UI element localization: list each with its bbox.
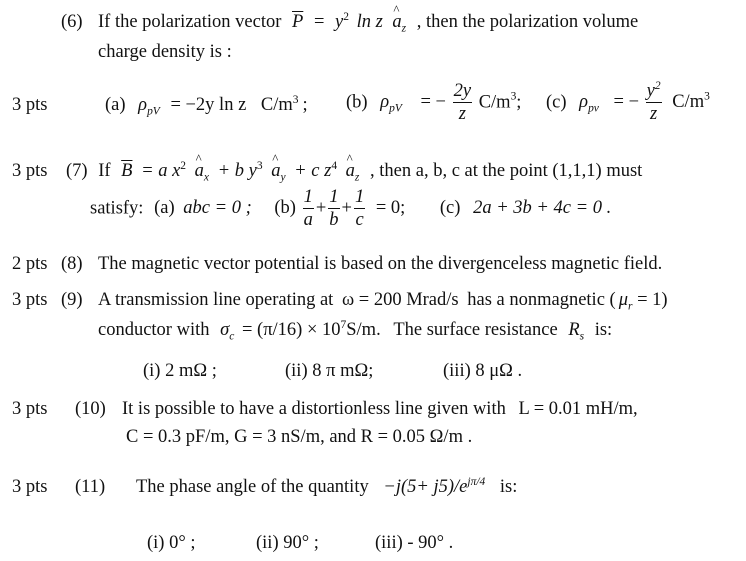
q8-points: 2 pts	[12, 254, 48, 274]
q10-line1-text: It is possible to have a distortionless line given with	[122, 399, 506, 419]
q7-c-value: 2a + 3b + 4c = 0 .	[473, 198, 612, 219]
q7-term-a-exp: 2	[180, 159, 187, 172]
q6-stem	[98, 10, 639, 35]
q6-vector-p: $\overline{P}$	[292, 12, 304, 32]
q11-stem	[136, 475, 518, 497]
q6-option-a	[105, 93, 308, 118]
q7-plus-2: +	[341, 198, 352, 219]
q9-sigma-unit: S/m.	[346, 320, 381, 340]
q7-vector-b: $\overline{B}$	[121, 161, 133, 181]
q10-line2: C = 0.3 pF/m, G = 3 nS/m, and R = 0.05 Ω/m .	[126, 427, 473, 447]
q7-options	[90, 188, 611, 229]
q6-c-unit-exp: 3	[704, 90, 710, 103]
q6-expr-rest: ln z	[356, 12, 383, 32]
q7-fraction-a: $\frac{1}{a}$	[303, 187, 313, 230]
q6-c-denominator: z	[650, 103, 658, 124]
q8-number: (8)	[61, 254, 83, 274]
q10-points: 3 pts	[12, 399, 48, 419]
q9-mu: μ	[618, 290, 628, 310]
q6-b-label: (b)	[346, 92, 368, 113]
q6-expr-exp: 2	[343, 10, 349, 23]
q6-c-unit: C/m	[672, 92, 705, 113]
q6-expr-y: y	[335, 12, 344, 32]
q9-sigma: σ	[220, 320, 230, 340]
q11-option-2: (ii) 90° ;	[256, 533, 319, 553]
q11-number: (11)	[75, 477, 106, 497]
q6-option-b	[346, 82, 521, 123]
q6-b-semicolon: ;	[516, 92, 522, 113]
q7-unit-x: ^ a	[195, 162, 204, 181]
q9-points: 3 pts	[12, 290, 48, 310]
q6-stem-text: If the polarization vector	[98, 12, 282, 32]
q7-unit-z: ^ a	[346, 162, 355, 181]
q6-a-label: (a)	[105, 95, 126, 115]
q7-number: (7)	[66, 161, 88, 181]
q7-term-b: + b y	[217, 161, 257, 181]
q6-b-fraction	[453, 82, 472, 123]
q9-mu-value: = 1)	[637, 290, 668, 310]
q6-b-rho-sub: pV	[389, 102, 402, 115]
q6-points: 3 pts	[12, 95, 48, 115]
q6-number: (6)	[61, 12, 83, 32]
q6-a-rho: ρ	[138, 95, 148, 115]
q9-line1	[98, 290, 668, 313]
q6-c-label: (c)	[546, 92, 567, 113]
q7-stem	[66, 159, 643, 184]
q7-term-c: + c z	[294, 161, 332, 181]
q7-a-label: (a)	[154, 198, 175, 219]
q9-line2-text: conductor with	[98, 320, 210, 340]
q9-line2-tail: The surface resistance	[393, 320, 558, 340]
q6-b-unit-exp: 3	[510, 90, 517, 103]
q10-number: (10)	[75, 399, 106, 419]
q6-option-c	[546, 79, 710, 124]
q10-line1	[122, 400, 638, 419]
q9-option-1: (i) 2 mΩ ;	[143, 361, 217, 381]
q7-fraction-c: $\frac{1}{c}$	[354, 187, 365, 230]
q6-a-rho-sub: pV	[147, 105, 160, 118]
q10-l-value: L = 0.01 mH/m,	[518, 399, 638, 419]
q6-a-semicolon: ;	[302, 95, 308, 115]
q6-unit-vector: ^ a	[392, 13, 401, 32]
q6-b-unit: C/m	[478, 92, 511, 113]
q7-unit-z-sub: z	[354, 171, 360, 184]
q11-is: is:	[499, 477, 518, 497]
q7-unit-y: ^ a	[271, 162, 280, 181]
q6-b-denominator: z	[458, 103, 466, 124]
q6-a-unit-exp: 3	[292, 93, 299, 106]
q9-omega: ω = 200 Mrad/s	[341, 290, 459, 310]
q6-a-value: = −2y ln z	[170, 95, 247, 115]
q7-fraction-b: $\frac{1}{b}$	[329, 187, 339, 230]
q7-b-label: (b)	[274, 198, 296, 219]
q11-expression: −j(5+ j5)/e	[383, 477, 468, 497]
q6-b-rho: ρ	[380, 92, 390, 113]
q6-b-eq: = −	[420, 92, 446, 113]
q6-c-rho-sub: pv	[588, 102, 599, 115]
q7-plus-1: +	[315, 198, 327, 219]
q9-option-3: (iii) 8 μΩ .	[443, 361, 523, 381]
q6-stem-line2: charge density is :	[98, 42, 232, 62]
q9-sigma-exp: 7	[340, 318, 347, 331]
q9-line1-text: A transmission line operating at	[98, 290, 334, 310]
q9-mu-sub: r	[628, 300, 633, 313]
q7-term-a: = a x	[141, 161, 181, 181]
q9-sigma-value: = (π/16) × 10	[241, 320, 341, 340]
q9-line2	[98, 318, 613, 343]
q9-option-2: (ii) 8 π mΩ;	[285, 361, 374, 381]
q7-unit-x-sub: x	[203, 171, 209, 184]
q6-stem-tail: , then the polarization volume	[416, 12, 639, 32]
q6-equals: =	[313, 12, 325, 32]
q6-c-eq: = −	[613, 92, 640, 113]
q9-number: (9)	[61, 290, 83, 310]
q11-expression-exp: jπ/4	[467, 475, 486, 488]
q7-if: If	[98, 161, 111, 181]
q7-term-c-exp: 4	[331, 159, 338, 172]
q6-a-unit: C/m	[260, 95, 293, 115]
q7-points: 3 pts	[12, 161, 48, 181]
q11-option-1: (i) 0° ;	[147, 533, 196, 553]
q7-satisfy: satisfy:	[90, 198, 144, 219]
q6-b-numerator: 2y	[453, 81, 472, 101]
q7-b-tail: = 0;	[375, 198, 406, 219]
q9-is: is:	[594, 320, 613, 340]
q9-sigma-sub: c	[229, 330, 235, 343]
q6-c-fraction	[646, 79, 662, 124]
q11-option-3: (iii) - 90° .	[375, 533, 454, 553]
q7-a-value: abc = 0 ;	[183, 198, 252, 219]
q6-c-numerator: $y^2$	[646, 79, 661, 101]
q7-unit-y-sub: y	[280, 171, 286, 184]
q9-line1-tail: has a nonmagnetic (	[467, 290, 616, 310]
q11-text: The phase angle of the quantity	[136, 477, 369, 497]
q11-points: 3 pts	[12, 477, 48, 497]
q9-rs: R	[568, 320, 580, 340]
q9-rs-sub: s	[579, 330, 585, 343]
q7-term-b-exp: 3	[256, 159, 263, 172]
q7-c-label: (c)	[439, 198, 461, 219]
q6-unit-sub: z	[401, 22, 407, 35]
q7-tail: , then a, b, c at the point (1,1,1) must	[370, 161, 643, 181]
q6-c-rho: ρ	[579, 92, 589, 113]
q8-text: The magnetic vector potential is based on the divergenceless magnetic field.	[98, 254, 663, 274]
